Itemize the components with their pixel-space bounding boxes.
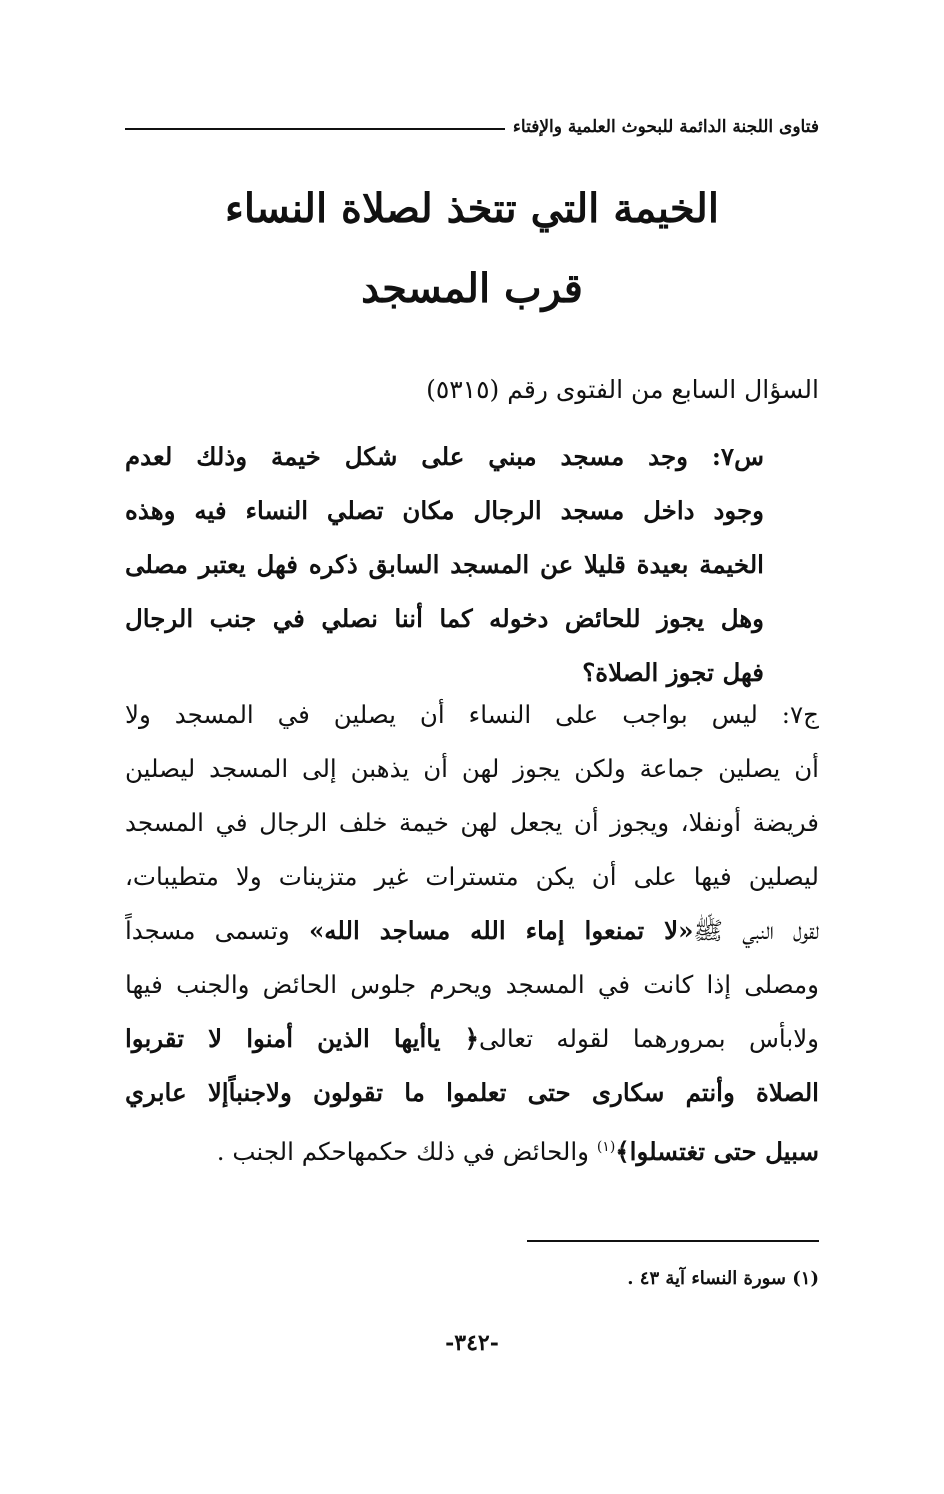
footnote-marker: (١)	[596, 1139, 616, 1155]
answer-text: ولابأس بمرورهما لقوله تعالى	[479, 1024, 819, 1053]
answer-line: فريضة أونفلا، ويجوز أن يجعل لهن خيمة خلف الرجال في المسجد	[125, 808, 819, 837]
fatwa-title-line1: الخيمة التي تتخذ لصلاة النساء	[225, 185, 719, 232]
answer-line: ج٧: ليس بواجب على النساء أن يصلين في المسجد ولا	[125, 700, 819, 729]
answer-line: ومصلى إذا كانت في المسجد ويحرم جلوس الحائض والجنب فيها	[125, 970, 819, 999]
answer-line: أن يصلين جماعة ولكن يجوز لهن أن يذهبن إلى المسجد ليصلين	[125, 754, 819, 783]
quran-verse-line: الصلاة وأنتم سكارى حتى تعلموا ما تقولون ولاجنباًإلا عابري	[125, 1078, 819, 1107]
question-line: وهل يجوز للحائض دخوله كما أننا نصلي في جنب الرجال	[125, 604, 764, 633]
answer-line	[125, 1120, 819, 1174]
question-line: وجود داخل مسجد الرجال مكان تصلي النساء فيه وهذه	[125, 496, 764, 525]
footnote-rule	[527, 1240, 819, 1242]
header-rule	[125, 128, 505, 130]
answer-text: وتسمى مسجداً	[125, 916, 309, 945]
question-block	[125, 430, 764, 700]
running-title: فتاوى اللجنة الدائمة للبحوث العلمية والإفتاء	[512, 117, 819, 137]
answer-block	[125, 688, 819, 1174]
page-number: -٣٤٢-	[445, 1330, 499, 1356]
answer-line	[125, 904, 819, 958]
question-line: الخيمة بعيدة قليلا عن المسجد السابق ذكره فهل يعتبر مصلى	[125, 550, 764, 579]
quran-verse: سبيل حتى تغتسلوا﴾	[615, 1137, 819, 1167]
hadith-quote: «لا تمنعوا إماء الله مساجد الله»	[308, 916, 694, 945]
quran-verse: ﴿ ياأيها الذين أمنوا لا تقربوا	[125, 1024, 480, 1053]
answer-text: لقول النبي ﷺ	[693, 916, 819, 945]
question-line: فهل تجوز الصلاة؟	[582, 658, 764, 687]
answer-text: والحائض في ذلك حكمهاحكم الجنب .	[216, 1137, 597, 1167]
question-reference: السؤال السابع من الفتوى رقم (٥٣١٥)	[426, 375, 819, 404]
question-line: س٧: وجد مسجد مبني على شكل خيمة وذلك لعدم	[125, 442, 764, 471]
fatwa-title-line2: قرب المسجد	[361, 265, 583, 312]
answer-line	[125, 1012, 819, 1066]
running-header	[125, 112, 819, 142]
footnote: (١) سورة النساء آية ٤٣ .	[627, 1268, 819, 1289]
answer-line: ليصلين فيها على أن يكن متسترات غير متزينات ولا متطيبات،	[125, 862, 819, 891]
